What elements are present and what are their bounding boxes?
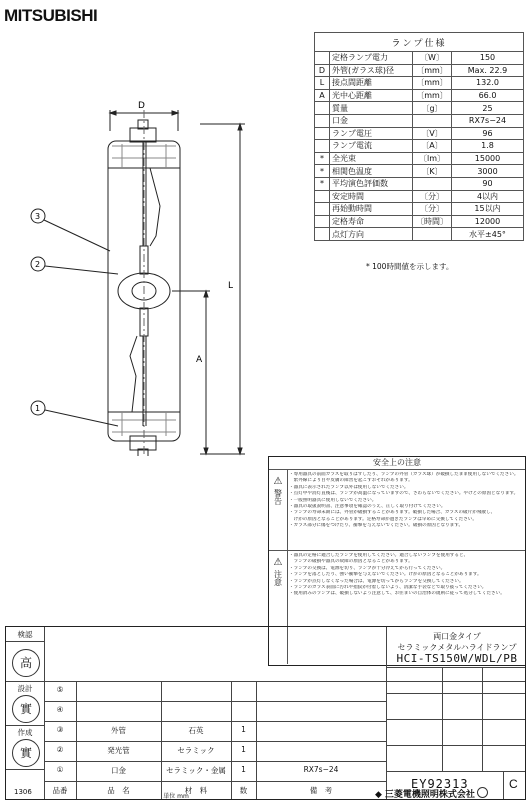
header-qty: 数 xyxy=(239,786,248,795)
spec-row: L 接点間距離 〔mm〕 132.0 xyxy=(315,77,524,90)
part-qty: 1 xyxy=(241,765,246,774)
product-line2: セラミックメタルハライドランプ xyxy=(397,643,517,652)
caution-line: ・ランプの交換は、電源を切り、ランプが十分冷えてから行ってください。 xyxy=(289,565,446,571)
design-stamp: 實 xyxy=(12,695,40,723)
company-name xyxy=(375,787,488,800)
design-label: 設計 xyxy=(17,684,33,693)
caution-triangle-icon: ⚠ xyxy=(273,557,283,568)
part-name: 口金 xyxy=(111,766,126,775)
warning-line: ・一般照明器具に使用しないでください。 xyxy=(289,497,377,503)
warning-line: ・ガラス部分に傷をつけたり、衝撃を与えないでください。破損の原因となります。 xyxy=(289,523,464,529)
spec-table xyxy=(314,32,524,241)
doc-number: 1306 xyxy=(14,788,32,796)
revision: C xyxy=(509,777,518,791)
spec-row: * 相関色温度 〔K〕 3000 xyxy=(315,165,524,178)
spec-row: 点灯方向 水平±45° xyxy=(315,228,524,241)
part-number: ③ xyxy=(56,725,64,734)
warning-label: 警告 xyxy=(273,489,283,505)
spec-row: A 光中心距離 〔mm〕 66.0 xyxy=(315,89,524,102)
spec-row: ランプ電圧 〔V〕 96 xyxy=(315,127,524,140)
warning-line: ・点灯中や消灯直後は、ランプが高温になっていますので、さわらないでください。やけどの原因となります。 xyxy=(289,491,519,497)
callout-2: 2 xyxy=(35,260,41,269)
product-title xyxy=(391,631,523,664)
dim-d-label: D xyxy=(138,101,145,111)
header-material: 材 料 xyxy=(184,786,208,795)
warning-line: けがの原因となることがあります。定格寿命が過ぎたランプは早めに交換してください。 xyxy=(289,516,477,522)
part-number: ② xyxy=(56,745,64,754)
model-number: HCI-TS150W/WDL/PB xyxy=(396,652,518,665)
part-number: ④ xyxy=(56,705,64,714)
title-block xyxy=(5,626,526,800)
warning-triangle-icon: ⚠ xyxy=(273,476,283,487)
part-material: セラミック xyxy=(177,746,215,755)
product-line1: 両口金タイプ xyxy=(433,632,481,641)
spec-row: 質量 〔g〕 25 xyxy=(315,102,524,115)
lamp-drawing xyxy=(0,96,300,456)
safety-title: 安全上の注意 xyxy=(269,457,525,470)
unit-label: 単位 mm xyxy=(163,793,189,800)
header-name: 品 名 xyxy=(107,786,130,795)
warning-line: ・器具に表示されたランプ以外は使用しないでください。 xyxy=(289,484,409,490)
callout-1: 1 xyxy=(35,404,41,413)
spec-row: 再始動時間 〔分〕 15以内 xyxy=(315,203,524,216)
spec-row: * 全光束 〔lm〕 15000 xyxy=(315,152,524,165)
mitsubishi-logo-icon: ◆ xyxy=(375,790,382,800)
inspect-label: 検認 xyxy=(17,630,33,639)
spec-row: 安定時間 〔分〕 4以内 xyxy=(315,190,524,203)
caution-label: 注意 xyxy=(273,570,283,586)
warning-line: ・器具の取扱説明書、注意事項を確認のうえ、正しく取り付けてください。 xyxy=(289,504,446,510)
warning-line: ・専用器具の前面ガラスを取りはずしたり、ランプの外管（ガラス球）が破損したまま使用しないでください。 xyxy=(289,472,519,477)
make-label: 作成 xyxy=(17,728,33,737)
part-number: ① xyxy=(56,765,64,774)
warning-line: ・ランプの寿命末期には、外管が破損することがあります。破損した場合、ガラスの破片が飛散し、 xyxy=(289,510,496,516)
spec-row: ランプ電流 〔A〕 1.8 xyxy=(315,140,524,153)
spec-row: * 平均演色評価数 90 xyxy=(315,177,524,190)
part-note: RX7s−24 xyxy=(303,765,339,774)
warning-section xyxy=(269,470,525,551)
spec-note: * 100時間値を示します。 xyxy=(366,262,454,271)
part-qty: 1 xyxy=(241,745,246,754)
company-label: 三菱電機照明株式会社 xyxy=(384,790,475,800)
part-material: 石英 xyxy=(188,726,204,735)
caution-line: ・ランプを落としたり、強い衝撃を与えないでください。けがの原因となることがあります。 xyxy=(289,572,482,578)
header-num: 品番 xyxy=(52,786,68,795)
spec-row: 定格ランプ電力 〔W〕 150 xyxy=(315,52,524,65)
brand-logo: MITSUBISHI xyxy=(4,6,98,25)
caution-line: ・使用済みのランプは、破損しないよう注意して、お住まいの自治体の規則に従って処分してください。 xyxy=(289,591,505,597)
drawing-number: EY92313 xyxy=(411,777,469,791)
caution-line: ランプの破損や器具の故障の原因となることがあります。 xyxy=(289,559,413,565)
spec-row: 定格寿命 〔時間〕 12000 xyxy=(315,215,524,228)
dim-a-label: A xyxy=(196,355,203,365)
circle-mark-icon xyxy=(477,787,488,798)
part-name: 外管 xyxy=(111,726,126,735)
caution-line: ・ランプが点灯しなくなった場合は、電源を切ってからランプを交換してください。 xyxy=(289,578,464,584)
part-material: セラミック・金属 xyxy=(166,766,226,775)
spec-row: D 外管(ガラス球)径 〔mm〕 Max. 22.9 xyxy=(315,64,524,77)
part-qty: 1 xyxy=(241,725,246,734)
callout-3: 3 xyxy=(35,212,41,221)
part-number: ⑤ xyxy=(56,685,64,694)
caution-line: ・器具の定格に適合したランプを使用してください。適合しないランプを使用すると、 xyxy=(289,553,469,558)
make-stamp: 實 xyxy=(12,739,40,767)
spec-row: 口金 RX7s−24 xyxy=(315,114,524,127)
inspect-stamp: 高 xyxy=(12,649,40,677)
caution-line: ・ランプのガラス表面に汚れや指紋が付着しないよう、清潔な手袋などで取り扱ってください。 xyxy=(289,585,487,591)
part-name: 発光管 xyxy=(107,746,130,755)
spec-title: ランプ仕様 xyxy=(315,33,524,52)
dim-l-label: L xyxy=(228,281,234,291)
header-note: 備 考 xyxy=(309,786,333,795)
warning-line: 紫外線により目や皮膚の障害を起こすおそれがあります。 xyxy=(289,478,413,484)
